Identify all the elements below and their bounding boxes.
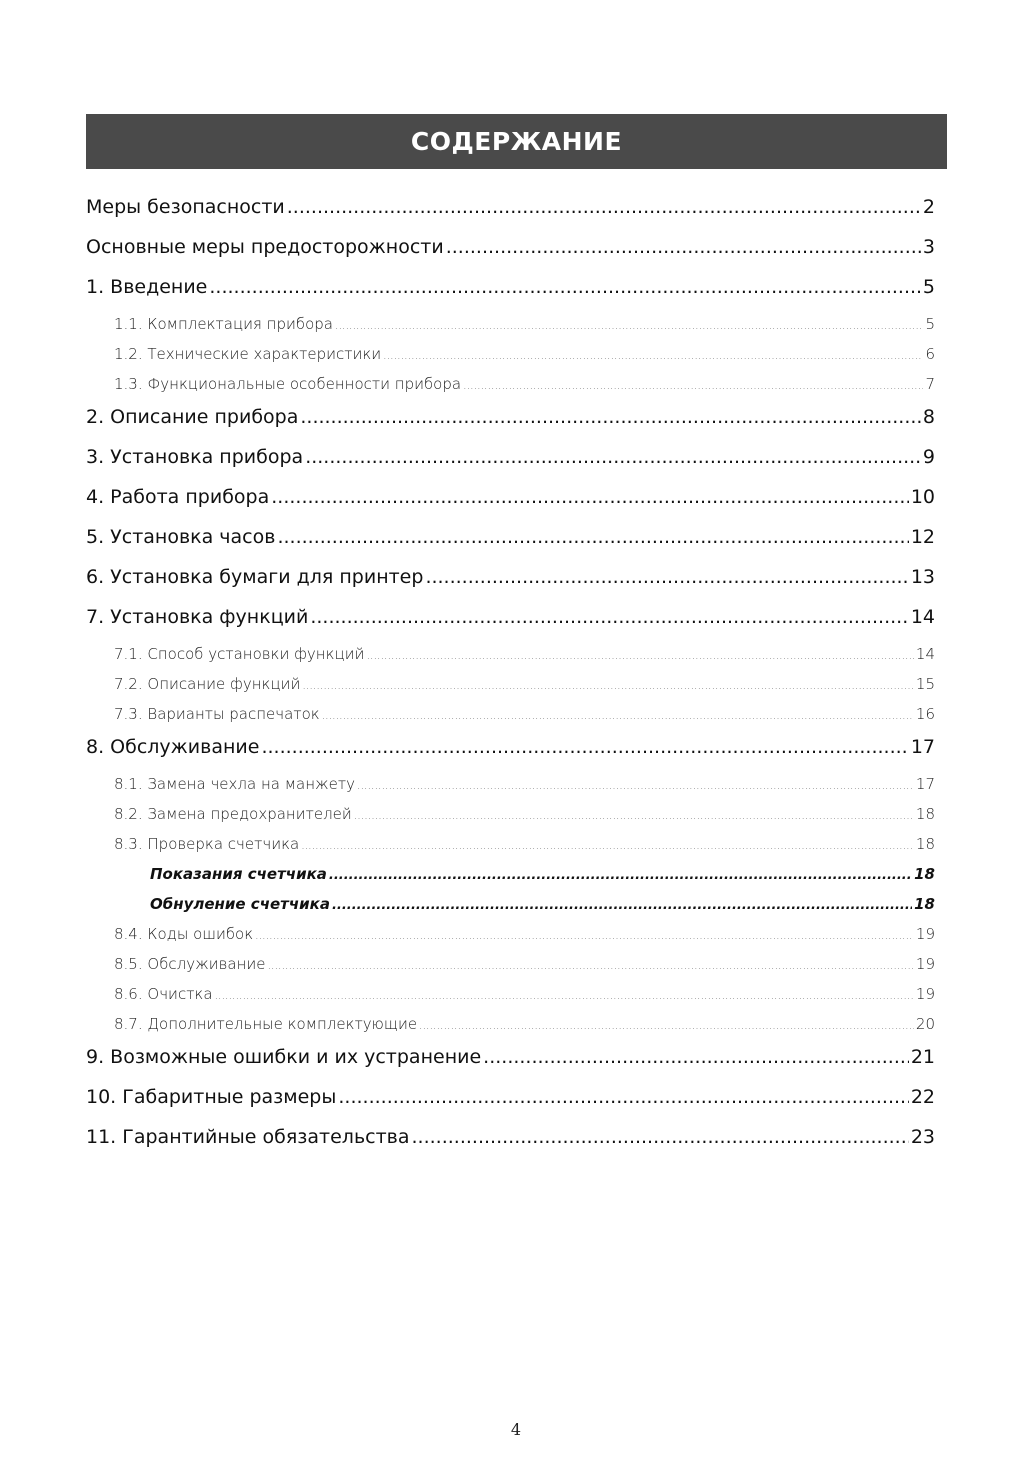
toc-subentry-page: 5 xyxy=(925,315,935,333)
toc-entry[interactable] xyxy=(86,562,935,602)
toc-subentry-page: 17 xyxy=(915,775,935,793)
toc-subentry-page: 19 xyxy=(915,955,935,973)
toc-subentry[interactable] xyxy=(86,342,935,372)
table-of-contents xyxy=(86,192,935,1162)
toc-leader xyxy=(335,312,923,338)
toc-subsubentry-page: 18 xyxy=(914,895,935,913)
toc-leader xyxy=(255,922,914,948)
toc-entry[interactable] xyxy=(86,602,935,642)
toc-subentry-page: 18 xyxy=(915,835,935,853)
toc-subentry[interactable] xyxy=(86,372,935,402)
toc-subentry-title: 8.2. Замена предохранителей xyxy=(114,805,352,823)
toc-entry[interactable] xyxy=(86,522,935,562)
toc-leader xyxy=(261,732,908,762)
toc-entry[interactable] xyxy=(86,1042,935,1082)
toc-entry-page: 23 xyxy=(910,1126,935,1148)
toc-entry-title: 6. Установка бумаги для принтер xyxy=(86,566,424,588)
toc-subsubentry-page: 18 xyxy=(914,865,935,883)
toc-leader xyxy=(301,832,914,858)
toc-subentry-title: 8.1. Замена чехла на манжету xyxy=(114,775,355,793)
toc-leader xyxy=(332,892,912,918)
toc-subsubentry[interactable] xyxy=(86,892,935,922)
toc-entry-title: 11. Гарантийные обязательства xyxy=(86,1126,410,1148)
toc-leader xyxy=(271,482,909,512)
toc-subentry-page: 15 xyxy=(915,675,935,693)
toc-entry[interactable] xyxy=(86,732,935,772)
toc-leader xyxy=(322,702,914,728)
toc-subentry[interactable] xyxy=(86,672,935,702)
toc-subentry-title: 8.4. Коды ошибок xyxy=(114,925,254,943)
toc-entry-page: 2 xyxy=(922,196,935,218)
toc-leader xyxy=(463,372,923,398)
toc-entry-page: 17 xyxy=(910,736,935,758)
toc-entry-title: 1. Введение xyxy=(86,276,208,298)
toc-subentry-page: 19 xyxy=(915,925,935,943)
toc-entry[interactable] xyxy=(86,1082,935,1122)
toc-subentry[interactable] xyxy=(86,952,935,982)
toc-leader xyxy=(268,952,914,978)
toc-entry[interactable] xyxy=(86,192,935,232)
toc-leader xyxy=(483,1042,909,1072)
toc-entry-title: 10. Габаритные размеры xyxy=(86,1086,337,1108)
toc-subentry[interactable] xyxy=(86,922,935,952)
toc-leader xyxy=(310,602,908,632)
toc-subentry-title: 8.6. Очистка xyxy=(114,985,213,1003)
toc-leader xyxy=(329,862,912,888)
toc-subentry-page: 20 xyxy=(915,1015,935,1033)
toc-entry-title: 4. Работа прибора xyxy=(86,486,270,508)
toc-subentry[interactable] xyxy=(86,982,935,1012)
toc-entry-title: 3. Установка прибора xyxy=(86,446,304,468)
contents-header xyxy=(86,114,947,169)
toc-entry[interactable] xyxy=(86,272,935,312)
toc-subentry-title: 8.5. Обслуживание xyxy=(114,955,266,973)
toc-leader xyxy=(287,192,921,222)
toc-subentry[interactable] xyxy=(86,1012,935,1042)
toc-subentry-title: 8.3. Проверка счетчика xyxy=(114,835,300,853)
toc-subentry[interactable] xyxy=(86,832,935,862)
toc-entry-page: 14 xyxy=(910,606,935,628)
toc-subentry-title: 1.2. Технические характеристики xyxy=(114,345,382,363)
toc-entry-title: Основные меры предосторожности xyxy=(86,236,444,258)
toc-leader xyxy=(419,1012,914,1038)
toc-leader xyxy=(277,522,908,552)
toc-entry-title: 8. Обслуживание xyxy=(86,736,260,758)
toc-entry-page: 22 xyxy=(910,1086,935,1108)
toc-entry-title: 2. Описание прибора xyxy=(86,406,299,428)
toc-entry-page: 9 xyxy=(922,446,935,468)
toc-subentry-page: 6 xyxy=(925,345,935,363)
toc-subentry-title: 1.1. Комплектация прибора xyxy=(114,315,333,333)
toc-entry-title: 9. Возможные ошибки и их устранение xyxy=(86,1046,482,1068)
toc-leader xyxy=(425,562,908,592)
toc-subentry-page: 7 xyxy=(925,375,935,393)
toc-entry-page: 13 xyxy=(910,566,935,588)
toc-leader xyxy=(300,402,921,432)
toc-leader xyxy=(338,1082,908,1112)
contents-title: СОДЕРЖАНИЕ xyxy=(410,127,623,156)
toc-subsubentry[interactable] xyxy=(86,862,935,892)
toc-leader xyxy=(209,272,921,302)
toc-subsubentry-title: Обнуление счетчика xyxy=(150,895,330,913)
toc-subentry[interactable] xyxy=(86,772,935,802)
toc-leader xyxy=(383,342,923,368)
toc-subentry-title: 7.2. Описание функций xyxy=(114,675,301,693)
toc-subentry[interactable] xyxy=(86,802,935,832)
toc-entry-title: Меры безопасности xyxy=(86,196,285,218)
toc-leader xyxy=(446,232,921,262)
toc-entry-page: 21 xyxy=(910,1046,935,1068)
toc-subentry[interactable] xyxy=(86,642,935,672)
toc-leader xyxy=(357,772,914,798)
toc-entry[interactable] xyxy=(86,482,935,522)
toc-subentry-page: 16 xyxy=(915,705,935,723)
toc-entry-title: 5. Установка часов xyxy=(86,526,276,548)
toc-entry-page: 8 xyxy=(922,406,935,428)
toc-entry-page: 3 xyxy=(922,236,935,258)
toc-leader xyxy=(412,1122,909,1152)
toc-entry[interactable] xyxy=(86,402,935,442)
toc-subentry-title: 1.3. Функциональные особенности прибора xyxy=(114,375,462,393)
toc-leader xyxy=(354,802,914,828)
toc-entry-page: 12 xyxy=(910,526,935,548)
toc-entry-page: 10 xyxy=(910,486,935,508)
toc-subentry-title: 7.1. Способ установки функций xyxy=(114,645,365,663)
toc-entry[interactable] xyxy=(86,442,935,482)
toc-leader xyxy=(215,982,914,1008)
toc-subentry[interactable] xyxy=(86,312,935,342)
toc-entry-page: 5 xyxy=(922,276,935,298)
toc-subentry-page: 14 xyxy=(915,645,935,663)
toc-leader xyxy=(366,642,913,668)
page-number: 4 xyxy=(510,1420,522,1439)
toc-subentry-page: 19 xyxy=(915,985,935,1003)
toc-subsubentry-title: Показания счетчика xyxy=(150,865,327,883)
toc-subentry-page: 18 xyxy=(915,805,935,823)
toc-subentry-title: 8.7. Дополнительные комплектующие xyxy=(114,1015,418,1033)
toc-subentry[interactable] xyxy=(86,702,935,732)
toc-leader xyxy=(302,672,914,698)
toc-leader xyxy=(305,442,921,472)
toc-subentry-title: 7.3. Варианты распечаток xyxy=(114,705,320,723)
toc-entry[interactable] xyxy=(86,1122,935,1162)
toc-entry[interactable] xyxy=(86,232,935,272)
toc-entry-title: 7. Установка функций xyxy=(86,606,309,628)
